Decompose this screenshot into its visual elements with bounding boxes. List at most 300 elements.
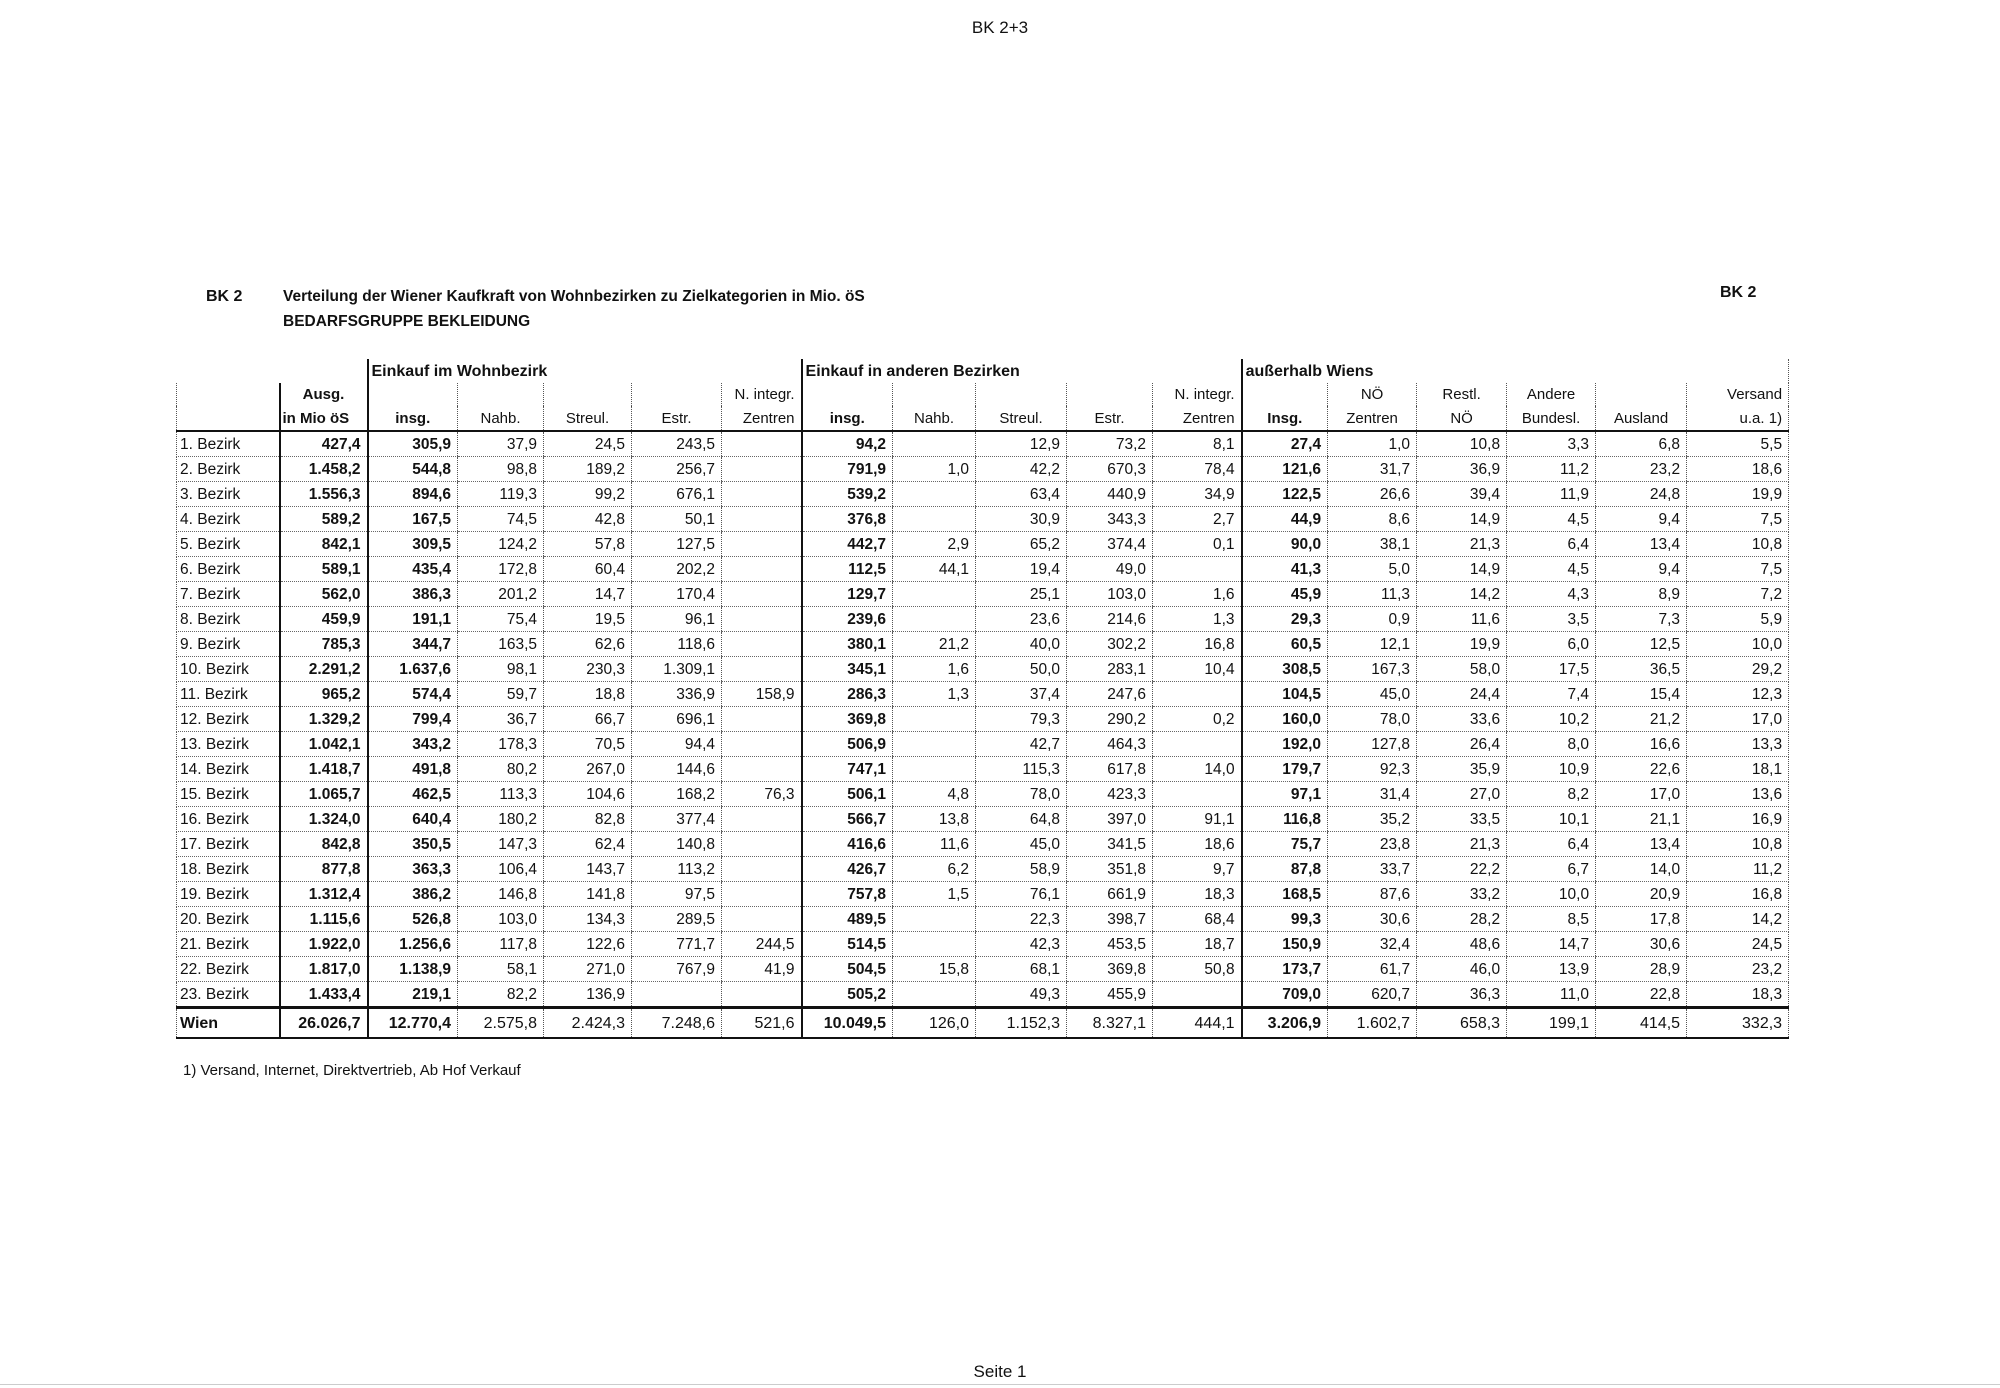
- col-bundesl: Bundesl.: [1507, 406, 1596, 431]
- table-cell: 201,2: [458, 582, 544, 607]
- table-cell: 22,3: [976, 907, 1067, 932]
- table-cell: 386,3: [368, 582, 458, 607]
- table-row: [177, 832, 1789, 857]
- table-cell: 10,0: [1507, 882, 1596, 907]
- table-cell: 33,7: [1328, 857, 1417, 882]
- table-cell: [722, 557, 802, 582]
- table-cell: 21,3: [1417, 532, 1507, 557]
- table-cell: 9,7: [1153, 857, 1242, 882]
- table-cell: 244,5: [722, 932, 802, 957]
- col-ausg-bottom: in Mio öS: [280, 406, 368, 431]
- col-versand-bottom: u.a. 1): [1687, 406, 1789, 431]
- table-cell: 104,5: [1242, 682, 1328, 707]
- table-cell: 45,0: [976, 832, 1067, 857]
- table-cell: 459,9: [280, 607, 368, 632]
- row-label: 13. Bezirk: [177, 732, 280, 757]
- table-cell: 82,2: [458, 982, 544, 1008]
- table-cell: 17,0: [1687, 707, 1789, 732]
- table-cell: [893, 607, 976, 632]
- table-cell: 16,8: [1153, 632, 1242, 657]
- table-cell: 119,3: [458, 482, 544, 507]
- table-cell: 30,6: [1596, 932, 1687, 957]
- table-cell: 11,2: [1507, 457, 1596, 482]
- table-cell: 104,6: [544, 782, 632, 807]
- table-cell: 5,9: [1687, 607, 1789, 632]
- table-cell: 62,4: [544, 832, 632, 857]
- table-row: [177, 882, 1789, 907]
- table-cell: 377,4: [632, 807, 722, 832]
- table-cell: 5,5: [1687, 431, 1789, 457]
- row-label: 8. Bezirk: [177, 607, 280, 632]
- table-cell: 7,5: [1687, 507, 1789, 532]
- table-row: [177, 907, 1789, 932]
- col-insg-1: insg.: [368, 406, 458, 431]
- table-row: [177, 957, 1789, 982]
- table-cell: 19,9: [1417, 632, 1507, 657]
- table-cell: 24,8: [1596, 482, 1687, 507]
- row-label: 15. Bezirk: [177, 782, 280, 807]
- col-restl-noe: NÖ: [1417, 406, 1507, 431]
- table-cell: 167,5: [368, 507, 458, 532]
- table-cell: 10.049,5: [802, 1008, 893, 1039]
- table-cell: 59,7: [458, 682, 544, 707]
- table-cell: 398,7: [1067, 907, 1153, 932]
- row-label: 19. Bezirk: [177, 882, 280, 907]
- table-cell: 147,3: [458, 832, 544, 857]
- table-cell: 709,0: [1242, 982, 1328, 1008]
- table-cell: 506,1: [802, 782, 893, 807]
- table-cell: 566,7: [802, 807, 893, 832]
- table-cell: 464,3: [1067, 732, 1153, 757]
- table-cell: 283,1: [1067, 657, 1153, 682]
- table-cell: 32,4: [1328, 932, 1417, 957]
- row-label: 7. Bezirk: [177, 582, 280, 607]
- table-cell: 574,4: [368, 682, 458, 707]
- table-cell: 785,3: [280, 632, 368, 657]
- table-cell: 172,8: [458, 557, 544, 582]
- table-cell: [893, 932, 976, 957]
- table-cell: 1.433,4: [280, 982, 368, 1008]
- table-code-right: BK 2: [1720, 284, 1757, 301]
- table-cell: 33,6: [1417, 707, 1507, 732]
- table-cell: [722, 482, 802, 507]
- row-label: 12. Bezirk: [177, 707, 280, 732]
- table-cell: 6,8: [1596, 431, 1687, 457]
- table-cell: 1.138,9: [368, 957, 458, 982]
- table-cell: 98,8: [458, 457, 544, 482]
- table-cell: 87,6: [1328, 882, 1417, 907]
- row-label: 17. Bezirk: [177, 832, 280, 857]
- table-cell: 76,1: [976, 882, 1067, 907]
- table-cell: 3.206,9: [1242, 1008, 1328, 1039]
- table-cell: 589,2: [280, 507, 368, 532]
- table-cell: 267,0: [544, 757, 632, 782]
- table-cell: 0,1: [1153, 532, 1242, 557]
- table-cell: 747,1: [802, 757, 893, 782]
- table-cell: [722, 882, 802, 907]
- table-cell: 8,0: [1507, 732, 1596, 757]
- table-cell: 7,3: [1596, 607, 1687, 632]
- table-cell: 376,8: [802, 507, 893, 532]
- table-cell: 15,4: [1596, 682, 1687, 707]
- table-row: [177, 707, 1789, 732]
- table-cell: 180,2: [458, 807, 544, 832]
- table-cell: 189,2: [544, 457, 632, 482]
- table-cell: 80,2: [458, 757, 544, 782]
- table-row: [177, 682, 1789, 707]
- kaufkraft-table: [176, 359, 1789, 1039]
- table-cell: 23,2: [1596, 457, 1687, 482]
- table-cell: 134,3: [544, 907, 632, 932]
- table-cell: 14,9: [1417, 507, 1507, 532]
- table-cell: 191,1: [368, 607, 458, 632]
- row-label: 1. Bezirk: [177, 431, 280, 457]
- table-cell: 345,1: [802, 657, 893, 682]
- table-cell: 99,2: [544, 482, 632, 507]
- table-cell: 521,6: [722, 1008, 802, 1039]
- table-cell: 136,9: [544, 982, 632, 1008]
- row-label: Wien: [177, 1008, 280, 1039]
- table-cell: 7,4: [1507, 682, 1596, 707]
- table-cell: 435,4: [368, 557, 458, 582]
- table-cell: 35,9: [1417, 757, 1507, 782]
- table-cell: 75,7: [1242, 832, 1328, 857]
- table-cell: 5,0: [1328, 557, 1417, 582]
- table-cell: 19,5: [544, 607, 632, 632]
- table-cell: 8,2: [1507, 782, 1596, 807]
- table-cell: 21,2: [1596, 707, 1687, 732]
- table-cell: 290,2: [1067, 707, 1153, 732]
- table-cell: 696,1: [632, 707, 722, 732]
- row-label: 11. Bezirk: [177, 682, 280, 707]
- table-cell: 41,3: [1242, 557, 1328, 582]
- table-cell: [893, 757, 976, 782]
- table-cell: 126,0: [893, 1008, 976, 1039]
- table-cell: 491,8: [368, 757, 458, 782]
- table-cell: 94,4: [632, 732, 722, 757]
- table-cell: 589,1: [280, 557, 368, 582]
- table-cell: 230,3: [544, 657, 632, 682]
- table-cell: 199,1: [1507, 1008, 1596, 1039]
- table-cell: [722, 757, 802, 782]
- table-cell: 10,4: [1153, 657, 1242, 682]
- table-cell: 11,2: [1687, 857, 1789, 882]
- row-label: 21. Bezirk: [177, 932, 280, 957]
- table-cell: 7,5: [1687, 557, 1789, 582]
- table-body: [177, 431, 1789, 1038]
- table-cell: 1.324,0: [280, 807, 368, 832]
- table-cell: 36,7: [458, 707, 544, 732]
- table-cell: 842,8: [280, 832, 368, 857]
- table-cell: 2,7: [1153, 507, 1242, 532]
- table-cell: 14,9: [1417, 557, 1507, 582]
- table-cell: 33,5: [1417, 807, 1507, 832]
- table-cell: 24,5: [1687, 932, 1789, 957]
- table-cell: 8,5: [1507, 907, 1596, 932]
- table-cell: 256,7: [632, 457, 722, 482]
- table-cell: 70,5: [544, 732, 632, 757]
- table-cell: 8,6: [1328, 507, 1417, 532]
- table-cell: 12,1: [1328, 632, 1417, 657]
- table-cell: 41,9: [722, 957, 802, 982]
- table-cell: 341,5: [1067, 832, 1153, 857]
- table-cell: 757,8: [802, 882, 893, 907]
- table-cell: 444,1: [1153, 1008, 1242, 1039]
- table-cell: 13,4: [1596, 832, 1687, 857]
- row-label: 3. Bezirk: [177, 482, 280, 507]
- table-cell: 8.327,1: [1067, 1008, 1153, 1039]
- table-cell: 66,7: [544, 707, 632, 732]
- table-cell: 113,2: [632, 857, 722, 882]
- table-cell: 22,8: [1596, 982, 1687, 1008]
- group-andere-bezirke: Einkauf in anderen Bezirken: [802, 359, 1242, 383]
- table-cell: 10,1: [1507, 807, 1596, 832]
- table-cell: 3,5: [1507, 607, 1596, 632]
- table-cell: 46,0: [1417, 957, 1507, 982]
- col-zentren-2: Zentren: [1153, 406, 1242, 431]
- table-cell: 78,4: [1153, 457, 1242, 482]
- table-cell: 455,9: [1067, 982, 1153, 1008]
- table-cell: [1153, 682, 1242, 707]
- table-cell: 526,8: [368, 907, 458, 932]
- table-cell: 97,5: [632, 882, 722, 907]
- table-cell: 146,8: [458, 882, 544, 907]
- table-cell: 2,9: [893, 532, 976, 557]
- row-label: 18. Bezirk: [177, 857, 280, 882]
- table-cell: 877,8: [280, 857, 368, 882]
- table-cell: 343,2: [368, 732, 458, 757]
- table-cell: 14,0: [1596, 857, 1687, 882]
- table-cell: 36,3: [1417, 982, 1507, 1008]
- col-versand-top: Versand: [1687, 383, 1789, 406]
- table-cell: 17,8: [1596, 907, 1687, 932]
- table-cell: [722, 707, 802, 732]
- table-cell: 20,9: [1596, 882, 1687, 907]
- table-cell: 45,0: [1328, 682, 1417, 707]
- table-cell: 1,0: [893, 457, 976, 482]
- table-cell: 23,2: [1687, 957, 1789, 982]
- table-cell: 12,5: [1596, 632, 1687, 657]
- table-cell: 214,6: [1067, 607, 1153, 632]
- table-cell: 374,4: [1067, 532, 1153, 557]
- table-row: [177, 607, 1789, 632]
- table-row: [177, 782, 1789, 807]
- table-cell: 369,8: [1067, 957, 1153, 982]
- table-cell: 309,5: [368, 532, 458, 557]
- col-n-integr-1-top: N. integr.: [722, 383, 802, 406]
- table-cell: 28,9: [1596, 957, 1687, 982]
- table-cell: 30,6: [1328, 907, 1417, 932]
- table-cell: 78,0: [976, 782, 1067, 807]
- table-cell: [722, 807, 802, 832]
- table-cell: 6,0: [1507, 632, 1596, 657]
- header-row-bottom: [177, 406, 1789, 431]
- table-cell: 1.115,6: [280, 907, 368, 932]
- table-cell: 1,6: [1153, 582, 1242, 607]
- table-cell: [893, 707, 976, 732]
- table-cell: 68,4: [1153, 907, 1242, 932]
- table-cell: 124,2: [458, 532, 544, 557]
- table-cell: 271,0: [544, 957, 632, 982]
- table-cell: 17,0: [1596, 782, 1687, 807]
- table-cell: 426,7: [802, 857, 893, 882]
- table-cell: 670,3: [1067, 457, 1153, 482]
- table-cell: 173,7: [1242, 957, 1328, 982]
- table-cell: 1.309,1: [632, 657, 722, 682]
- table-row: [177, 807, 1789, 832]
- table-cell: 308,5: [1242, 657, 1328, 682]
- table-row: [177, 532, 1789, 557]
- table-cell: 658,3: [1417, 1008, 1507, 1039]
- table-cell: [722, 632, 802, 657]
- table-cell: 24,4: [1417, 682, 1507, 707]
- table-cell: 11,6: [1417, 607, 1507, 632]
- table-cell: 44,9: [1242, 507, 1328, 532]
- table-cell: 504,5: [802, 957, 893, 982]
- table-cell: 29,2: [1687, 657, 1789, 682]
- table-cell: 26,4: [1417, 732, 1507, 757]
- table-cell: [893, 507, 976, 532]
- col-n-integr-2-top: N. integr.: [1153, 383, 1242, 406]
- table-cell: 4,8: [893, 782, 976, 807]
- table-cell: 143,7: [544, 857, 632, 882]
- table-row: [177, 857, 1789, 882]
- table-cell: 58,0: [1417, 657, 1507, 682]
- table-cell: 842,1: [280, 532, 368, 557]
- table-cell: 58,1: [458, 957, 544, 982]
- table-code-left: BK 2: [206, 288, 243, 305]
- table-cell: 305,9: [368, 431, 458, 457]
- table-cell: 12,9: [976, 431, 1067, 457]
- table-cell: 26,6: [1328, 482, 1417, 507]
- table-cell: 10,8: [1687, 832, 1789, 857]
- table-cell: 332,3: [1687, 1008, 1789, 1039]
- table-cell: 92,3: [1328, 757, 1417, 782]
- table-cell: 363,3: [368, 857, 458, 882]
- col-andere-top: Andere: [1507, 383, 1596, 406]
- table-cell: 10,0: [1687, 632, 1789, 657]
- table-cell: 50,8: [1153, 957, 1242, 982]
- col-estr-2: Estr.: [1067, 406, 1153, 431]
- table-cell: 10,8: [1687, 532, 1789, 557]
- table-cell: 48,6: [1417, 932, 1507, 957]
- table-cell: 661,9: [1067, 882, 1153, 907]
- table-cell: 21,2: [893, 632, 976, 657]
- table-cell: 23,8: [1328, 832, 1417, 857]
- table-cell: 99,3: [1242, 907, 1328, 932]
- table-cell: 9,4: [1596, 557, 1687, 582]
- table-cell: 19,4: [976, 557, 1067, 582]
- table-cell: 965,2: [280, 682, 368, 707]
- table-cell: 414,5: [1596, 1008, 1687, 1039]
- table-cell: 427,4: [280, 431, 368, 457]
- table-cell: 31,4: [1328, 782, 1417, 807]
- table-cell: 121,6: [1242, 457, 1328, 482]
- table-cell: 14,7: [1507, 932, 1596, 957]
- group-ausserhalb-wiens: außerhalb Wiens: [1242, 359, 1789, 383]
- row-label: 10. Bezirk: [177, 657, 280, 682]
- table-cell: 18,3: [1687, 982, 1789, 1008]
- table-cell: 506,9: [802, 732, 893, 757]
- table-row: [177, 632, 1789, 657]
- table-cell: 73,2: [1067, 431, 1153, 457]
- table-cell: 50,1: [632, 507, 722, 532]
- table-cell: 1,6: [893, 657, 976, 682]
- col-estr-1: Estr.: [632, 406, 722, 431]
- table-cell: [722, 657, 802, 682]
- table-cell: 336,9: [632, 682, 722, 707]
- table-cell: 4,5: [1507, 507, 1596, 532]
- table-cell: 15,8: [893, 957, 976, 982]
- table-cell: 1,3: [1153, 607, 1242, 632]
- table-cell: 49,3: [976, 982, 1067, 1008]
- table-cell: 2.424,3: [544, 1008, 632, 1039]
- row-label: 6. Bezirk: [177, 557, 280, 582]
- table-cell: 1.329,2: [280, 707, 368, 732]
- table-row: [177, 457, 1789, 482]
- table-cell: 91,1: [1153, 807, 1242, 832]
- table-cell: 79,3: [976, 707, 1067, 732]
- table-cell: 129,7: [802, 582, 893, 607]
- table-cell: 18,6: [1687, 457, 1789, 482]
- table-cell: 1.637,6: [368, 657, 458, 682]
- table-cell: 1,0: [1328, 431, 1417, 457]
- table-cell: 98,1: [458, 657, 544, 682]
- table-cell: [722, 832, 802, 857]
- table-cell: 64,8: [976, 807, 1067, 832]
- table-cell: 351,8: [1067, 857, 1153, 882]
- col-nahb-1: Nahb.: [458, 406, 544, 431]
- table-cell: 106,4: [458, 857, 544, 882]
- table-row: [177, 932, 1789, 957]
- table-cell: 94,2: [802, 431, 893, 457]
- table-cell: 10,2: [1507, 707, 1596, 732]
- table-cell: 343,3: [1067, 507, 1153, 532]
- table-cell: 112,5: [802, 557, 893, 582]
- table-cell: 239,6: [802, 607, 893, 632]
- table-cell: 127,8: [1328, 732, 1417, 757]
- col-zentren-1: Zentren: [722, 406, 802, 431]
- table-cell: [893, 582, 976, 607]
- table-cell: 0,9: [1328, 607, 1417, 632]
- table-cell: 82,8: [544, 807, 632, 832]
- col-noe-zentren: Zentren: [1328, 406, 1417, 431]
- table-cell: [722, 532, 802, 557]
- table-subtitle: BEDARFSGRUPPE BEKLEIDUNG: [283, 313, 531, 330]
- table-cell: 202,2: [632, 557, 722, 582]
- table-cell: 7.248,6: [632, 1008, 722, 1039]
- table-cell: 1,3: [893, 682, 976, 707]
- table-cell: 423,3: [1067, 782, 1153, 807]
- table-cell: 13,6: [1687, 782, 1789, 807]
- table-cell: 8,9: [1596, 582, 1687, 607]
- table-cell: 544,8: [368, 457, 458, 482]
- table-cell: 127,5: [632, 532, 722, 557]
- table-cell: 60,4: [544, 557, 632, 582]
- table-cell: 380,1: [802, 632, 893, 657]
- table-cell: 65,2: [976, 532, 1067, 557]
- table-cell: [893, 732, 976, 757]
- table-cell: 168,2: [632, 782, 722, 807]
- table-cell: 16,6: [1596, 732, 1687, 757]
- page-footer: Seite 1: [973, 1362, 1027, 1381]
- table-cell: 8,1: [1153, 431, 1242, 457]
- table-cell: 42,7: [976, 732, 1067, 757]
- table-cell: 676,1: [632, 482, 722, 507]
- col-noe-top: NÖ: [1328, 383, 1417, 406]
- table-cell: [1153, 782, 1242, 807]
- table-cell: 140,8: [632, 832, 722, 857]
